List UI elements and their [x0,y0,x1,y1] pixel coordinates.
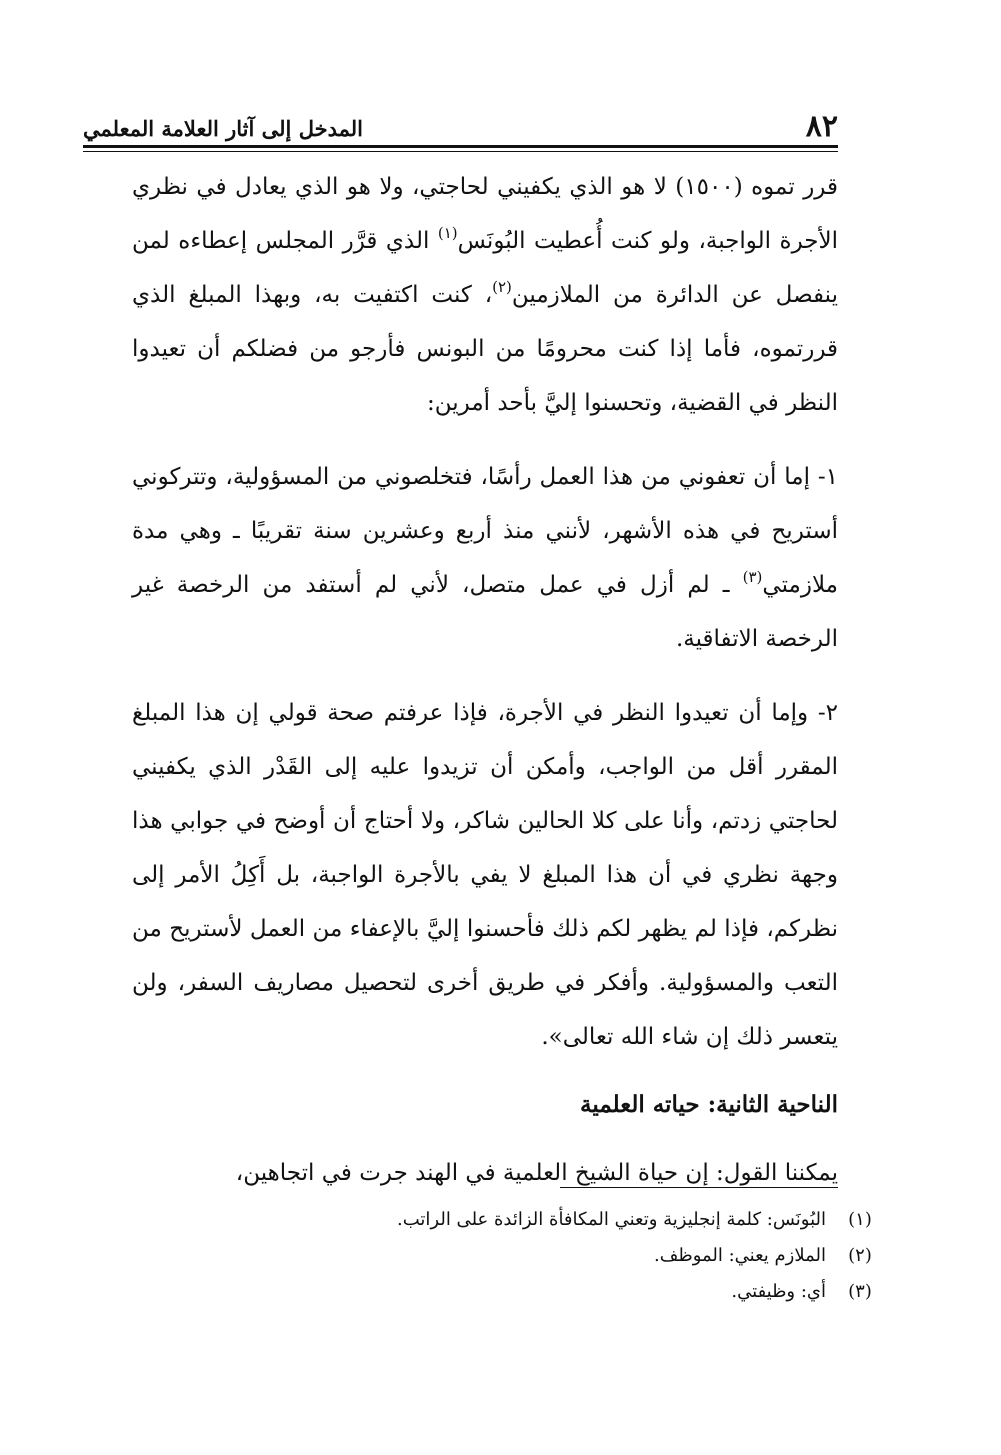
header-rule-thick [83,145,838,148]
paragraph-letter [132,160,838,430]
paragraph-text: الذي قرَّر المجلس إعطاءه لمن ينفصل عن الدائرة من الملازمين [132,228,838,308]
page-number: ٨٢ [805,109,838,144]
footnote-text: أي: وظيفتي. [731,1281,826,1302]
footnote-number: (٢) [848,1245,872,1266]
book-title: المدخل إلى آثار العلامة المعلمي [83,116,363,141]
paragraph-option-1 [132,450,838,666]
footnote-ref-2: (٢) [492,278,512,296]
footnote-1 [280,1202,880,1238]
paragraph-text: ، كنت اكتفيت به، وبهذا المبلغ الذي قررتموه، فأما إذا كنت محرومًا من البونس فأرجو من فضلكم أن تعيدوا النظر في القضية، وتحسنوا إليَّ بأحد أمرين: [132,282,838,416]
footnote-3 [280,1274,880,1310]
footnote-ref-1: (١) [437,224,458,242]
paragraph-text: ١- إما أن تعفوني من هذا العمل رأسًا، فتخلصوني من المسؤولية، وتتركوني أستريح في هذه الأشهر، لأنني منذ أربع وعشرين سنة تقريبًا ـ وهي مدة ملازمتي [132,464,838,598]
footnote-number: (١) [848,1209,872,1230]
footnotes [280,1202,880,1310]
section-heading: الناحية الثانية: حياته العلمية [580,1091,838,1118]
footnote-2 [280,1238,880,1274]
footnote-text: البُونَس: كلمة إنجليزية وتعني المكافأة الزائدة على الراتب. [397,1209,826,1230]
footnote-text: الملازم يعني: الموظف. [654,1245,826,1266]
closing-line: يمكننا القول: إن حياة الشيخ العلمية في الهند جرت في اتجاهين، [235,1160,838,1186]
footnote-ref-3: (٣) [742,568,763,586]
paragraph-text: ـ لم أزل في عمل متصل، لأني لم أستفد من الرخصة غير الرخصة الاتفاقية. [132,572,838,652]
header-rule-thin [83,151,838,152]
running-head [83,108,838,142]
paragraph-text: قرر تموه (١٥٠٠) لا هو الذي يكفيني لحاجتي، ولا هو الذي يعادل في نظري الأجرة الواجبة، ولو كنت أُعطيت البُونَس [132,174,838,254]
paragraph-option-2: ٢- وإما أن تعيدوا النظر في الأجرة، فإذا عرفتم صحة قولي إن هذا المبلغ المقرر أقل من الواجب، وأمكن أن تزيدوا عليه إلى القَدْر الذي يكفيني لحاجتي زدتم، وأنا على كلا الحالين شاكر، ولا أحتاج أن أوضح في جوابي هذا وجهة نظري في أن هذا المبلغ لا يفي بالأجرة الواجبة، بل أَكِلُ الأمر إلى نظركم، فإذا لم يظهر لكم ذلك فأحسنوا إليَّ بالإعفاء من العمل لأستريح من التعب والمسؤولية. وأفكر في طريق أخرى لتحصيل مصاريف السفر، ولن يتعسر ذلك إن شاء الله تعالى». [132,700,838,1050]
body-text [132,160,838,1200]
footnote-number: (٣) [848,1281,872,1302]
footnote-separator [560,1187,838,1188]
